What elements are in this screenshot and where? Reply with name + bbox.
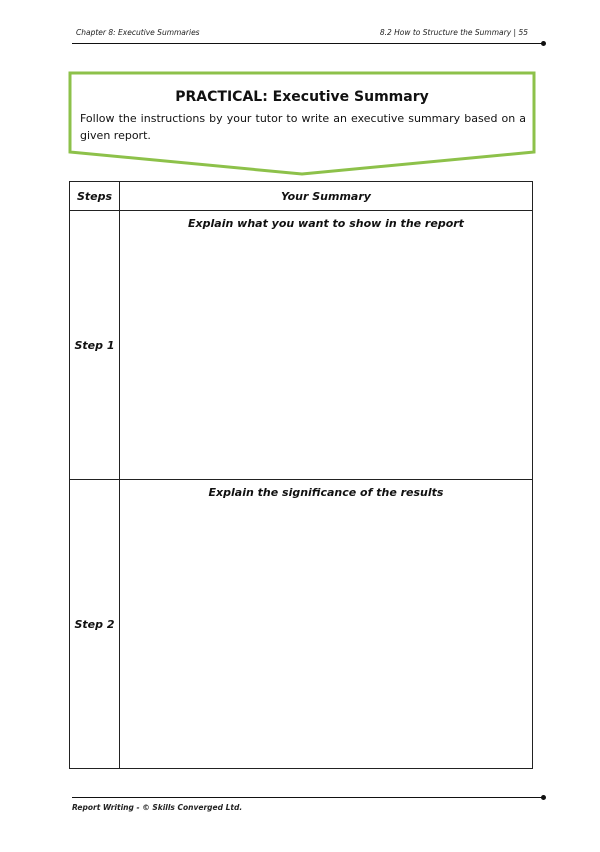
header-rule-dot (541, 41, 546, 46)
table-row (70, 480, 533, 769)
footer-rule-dot (541, 795, 546, 800)
chapter-title: Chapter 8: Executive Summaries (76, 28, 200, 37)
table-row (70, 211, 533, 480)
practical-instructions: Follow the instructions by your tutor to write an executive summary based on a given report. (80, 112, 526, 142)
steps-column-header: Steps (70, 182, 120, 211)
summary-table (69, 181, 533, 769)
table-header-row (70, 182, 533, 211)
step-label: Step 2 (70, 480, 120, 769)
step-label: Step 1 (70, 211, 120, 480)
footer-copyright: Report Writing - © Skills Converged Ltd. (72, 803, 243, 812)
section-and-page-number: 8.2 How to Structure the Summary | 55 (379, 28, 528, 37)
header-rule (72, 43, 544, 44)
practical-title: PRACTICAL: Executive Summary (175, 89, 429, 105)
summary-answer-area[interactable] (120, 211, 533, 480)
step-prompt: Explain the significance of the results (208, 486, 444, 499)
page-header (72, 26, 546, 40)
footer-rule (72, 797, 544, 798)
step-prompt: Explain what you want to show in the report (188, 217, 464, 230)
summary-column-header: Your Summary (120, 182, 533, 211)
summary-answer-area[interactable] (120, 480, 533, 769)
